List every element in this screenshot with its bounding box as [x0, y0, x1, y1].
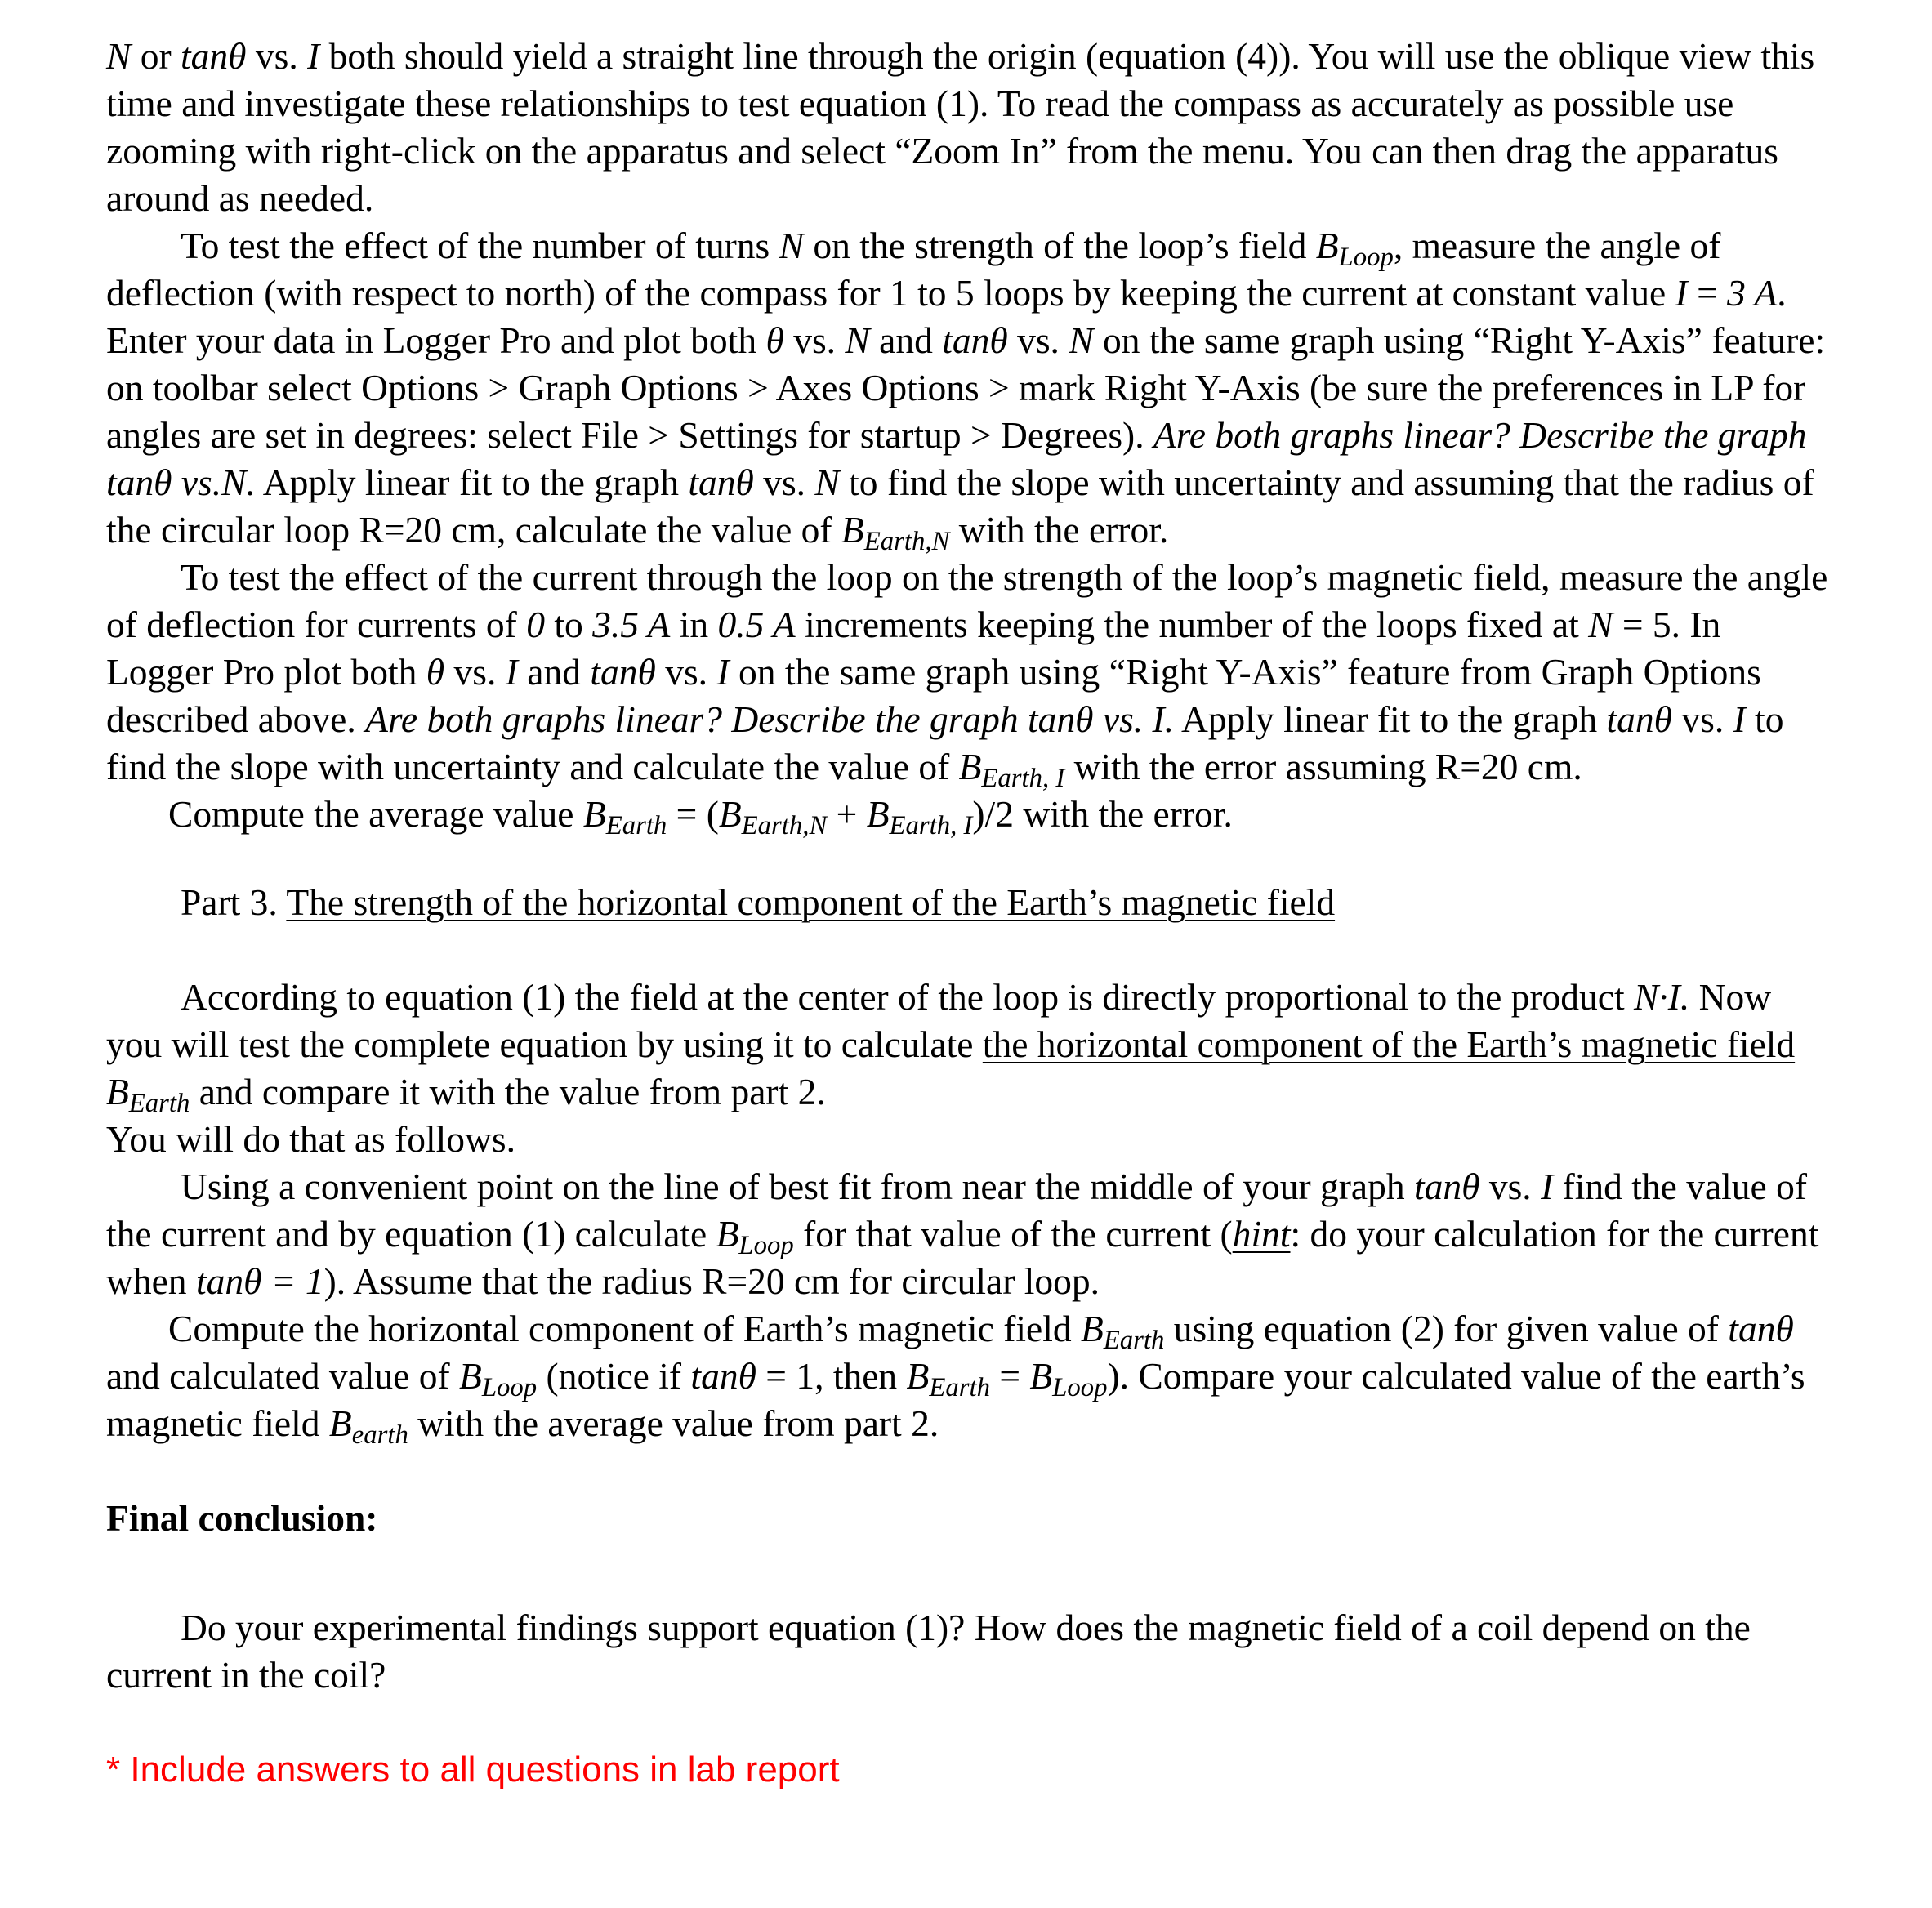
subscript: Earth, I [981, 764, 1065, 794]
text: To test the effect of the current through the loop on the strength of the loop’s magnetic field, measure the angle of deflection for currents of [106, 556, 1828, 645]
text: + [827, 793, 867, 835]
var-b: B [1315, 225, 1339, 266]
paragraph-conclusion-question: Do your experimental findings support equation (1)? How does the magnetic field of a coil depend on the current in the coil? [106, 1607, 1751, 1696]
lab-report-note: * Include answers to all questions in lab report [106, 1750, 840, 1790]
text: = [1687, 272, 1728, 314]
paragraph-best-fit [106, 1163, 1830, 1305]
text: using equation (2) for given value of [1164, 1308, 1729, 1349]
text: with the average value from part 2. [408, 1402, 939, 1444]
spacer [106, 838, 1830, 879]
spacer [106, 1699, 1830, 1746]
part-label: Part 3. [181, 881, 287, 923]
var-b: B [716, 1213, 739, 1255]
subscript: Earth, I [889, 811, 973, 841]
var-n: N [1069, 319, 1094, 361]
text: and [517, 651, 591, 693]
document-body [106, 33, 1830, 1794]
subscript: Earth [605, 811, 667, 841]
var-n: N [106, 35, 132, 77]
text: for that value of the current ( [793, 1213, 1233, 1255]
var-n: N [779, 225, 804, 266]
value: 0 [526, 604, 545, 645]
paragraph-average [106, 791, 1830, 841]
text: = [989, 1355, 1030, 1397]
subscript: Earth [929, 1373, 990, 1403]
subscript: Earth [1103, 1326, 1165, 1356]
text: : do your calculation for the current when [106, 1213, 1819, 1302]
var-n: N [845, 319, 870, 361]
text: To test the effect of the number of turns [181, 225, 779, 266]
text: vs. [246, 35, 308, 77]
subscript: Loop [738, 1231, 794, 1261]
text: vs. [1672, 698, 1733, 740]
var-i: I [1675, 272, 1688, 314]
hint-label: hint [1232, 1213, 1291, 1255]
question: Are both graphs linear? Describe the graph tanθ vs. I. [365, 698, 1175, 740]
var-b: B [459, 1355, 482, 1397]
spacer [106, 1447, 1830, 1495]
var-i: I [307, 35, 320, 77]
paragraph-current-test [106, 554, 1830, 794]
var-tan-theta: tanθ [1413, 1166, 1480, 1207]
text: and compare it with the value from part 2. [190, 1071, 826, 1112]
subscript: Loop [481, 1373, 538, 1403]
text: to find the slope with uncertainty and calculate the value of [106, 698, 1784, 787]
var-i: I [716, 651, 730, 693]
text: = ( [667, 793, 719, 835]
var-tan-theta: tanθ [690, 1355, 756, 1397]
var-theta: θ [426, 651, 445, 693]
text: ). Assume that the radius R=20 cm for circular loop. [323, 1260, 1100, 1302]
var-b: B [1080, 1308, 1104, 1349]
text: with the error assuming R=20 cm. [1064, 746, 1582, 787]
text: Compute the average value [168, 793, 583, 835]
paragraph-part3-intro [106, 974, 1830, 1119]
text: Apply linear fit to the graph [1174, 698, 1607, 740]
text: both should yield a straight line through the origin (equation (4)). You will use the oblique view this time and investigate these relationships to test equation (1). To read the compass as accurately as possible use zooming with right-click on the apparatus and select “Zoom In” from the menu. You can then drag the apparatus around as needed. [106, 35, 1815, 219]
underlined-text: the horizontal component of the Earth’s magnetic field [982, 1023, 1796, 1065]
var-ni: N·I. [1634, 976, 1690, 1018]
paragraph-intro [106, 33, 1830, 222]
var-i: I [505, 651, 518, 693]
text: vs. [444, 651, 506, 693]
var-b: B [328, 1402, 352, 1444]
question: Are both graphs linear? Describe the graph tanθ vs.N. [106, 414, 1807, 503]
var-i: I [1541, 1166, 1554, 1207]
subscript: Earth,N [863, 527, 950, 557]
paragraph-compute [106, 1305, 1830, 1451]
var-tan-theta: tanθ [181, 35, 247, 77]
text: , measure the angle of deflection (with respect to north) of the compass for 1 to 5 loops by keeping the current at constant value [106, 225, 1721, 314]
var-b: B [582, 793, 606, 835]
text: to [544, 604, 593, 645]
subscript: Loop [1338, 243, 1394, 273]
condition: tanθ = 1 [195, 1260, 324, 1302]
text: )/2 with the error. [972, 793, 1233, 835]
var-tan-theta: tanθ [688, 461, 754, 503]
text: . Enter your data in Logger Pro and plot both [106, 272, 1787, 361]
text: Now you will test the complete equation by using it to calculate [106, 976, 1772, 1065]
spacer [106, 926, 1830, 974]
text: increments keeping the number of the loops fixed at [795, 604, 1589, 645]
text: Using a convenient point on the line of best fit from near the middle of your graph [181, 1166, 1414, 1207]
text: vs. [783, 319, 846, 361]
var-tan-theta: tanθ [1606, 698, 1673, 740]
text: with the error. [949, 509, 1169, 551]
var-n: N [814, 461, 840, 503]
text: vs. [655, 651, 717, 693]
subscript: earth [351, 1420, 408, 1451]
var-b: B [841, 509, 864, 551]
text: = 5. In Logger Pro plot both [106, 604, 1721, 693]
var-b: B [106, 1071, 129, 1112]
text: Compute the horizontal component of Earth’s magnetic field [168, 1308, 1081, 1349]
text: (notice if [537, 1355, 691, 1397]
text: in [670, 604, 718, 645]
paragraph-follows: You will do that as follows. [106, 1118, 515, 1160]
text: vs. [1479, 1166, 1542, 1207]
subscript: Earth,N [741, 811, 828, 841]
text: and [869, 319, 943, 361]
text: on the same graph using “Right Y-Axis” feature from Graph Options described above. [106, 651, 1761, 740]
subscript: Earth [128, 1089, 190, 1119]
var-b: B [718, 793, 742, 835]
var-b: B [906, 1355, 930, 1397]
text: = 1, then [756, 1355, 907, 1397]
value: 0.5 A [717, 604, 796, 645]
var-theta: θ [765, 319, 784, 361]
text: vs. [1007, 319, 1069, 361]
var-tan-theta: tanθ [590, 651, 656, 693]
part-title: The strength of the horizontal component of the Earth’s magnetic field [286, 881, 1336, 923]
value: 3 A [1727, 272, 1778, 314]
var-n: N [1588, 604, 1613, 645]
paragraph-turns-test [106, 222, 1830, 557]
var-tan-theta: tanθ [1728, 1308, 1794, 1349]
var-b: B [1029, 1355, 1053, 1397]
var-b: B [866, 793, 890, 835]
conclusion-heading: Final conclusion: [106, 1497, 378, 1539]
subscript: Loop [1052, 1373, 1108, 1403]
text: vs. [753, 461, 815, 503]
text: or [131, 35, 181, 77]
text: on the same graph using “Right Y-Axis” feature: on toolbar select Options > Graph Options > Axes Options > mark Right Y-Axis (be sure the preferences in LP for angles are set in degrees: select File > Settings for startup > Degrees). [106, 319, 1826, 456]
var-tan-theta: tanθ [942, 319, 1008, 361]
text: ). Compare your calculated value of the earth’s magnetic field [106, 1355, 1805, 1444]
text: Apply linear fit to the graph [255, 461, 689, 503]
part3-heading [106, 879, 1830, 926]
text: on the strength of the loop’s field [803, 225, 1316, 266]
text: to find the slope with uncertainty and assuming that the radius of the circular loop R=20 cm, calculate the value of [106, 461, 1814, 551]
var-b: B [958, 746, 982, 787]
spacer [106, 1542, 1830, 1604]
text: find the value of the current and by equation (1) calculate [106, 1166, 1808, 1255]
value: 3.5 A [592, 604, 671, 645]
var-i: I [1733, 698, 1746, 740]
text: and calculated value of [106, 1355, 460, 1397]
text: According to equation (1) the field at the center of the loop is directly proportional to the product [181, 976, 1635, 1018]
